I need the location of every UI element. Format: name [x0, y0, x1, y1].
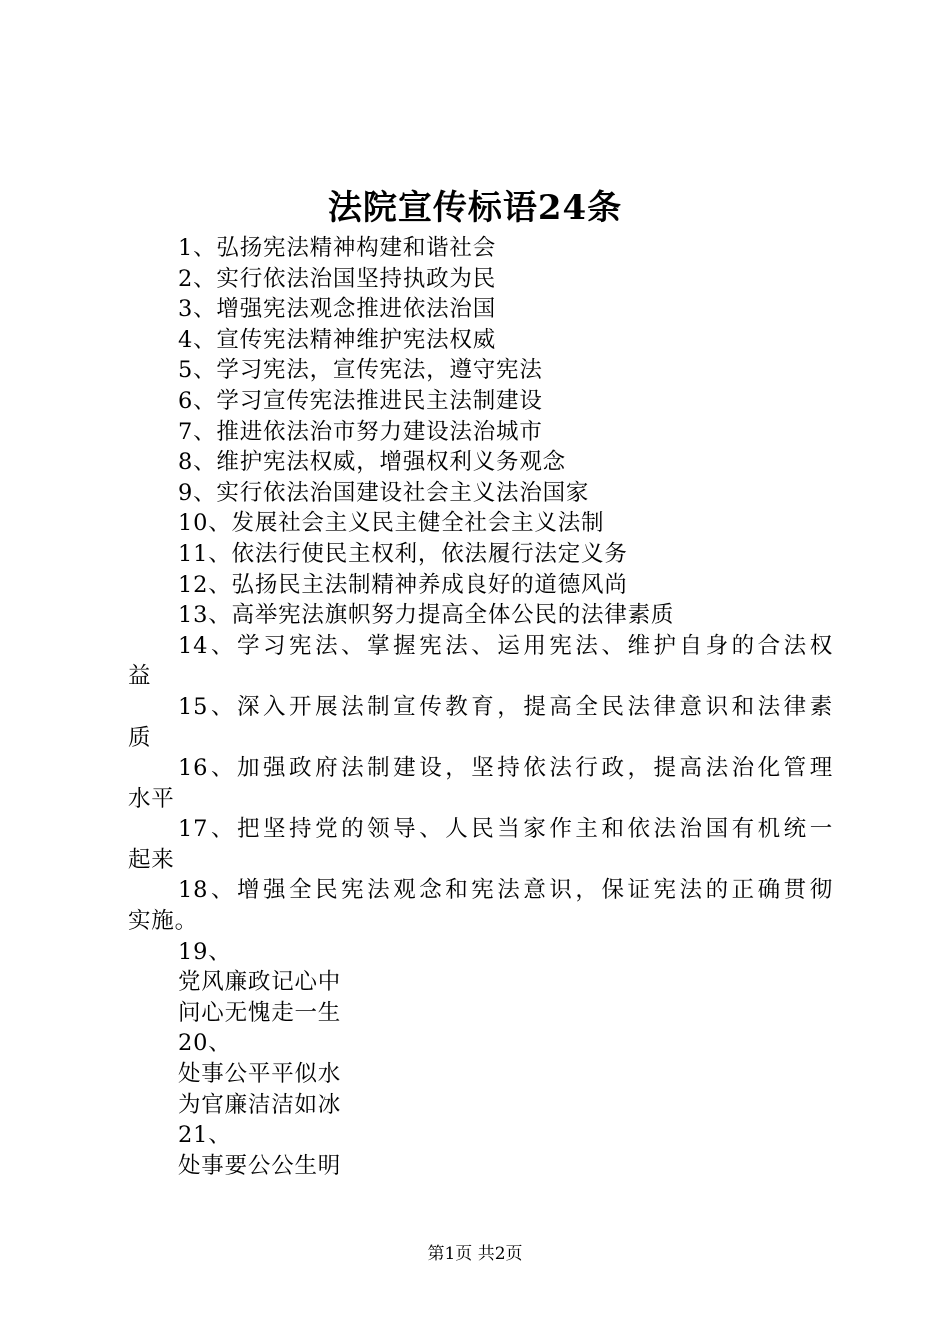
document-body: [128, 233, 833, 1181]
slogan-line: 16、加强政府法制建设，坚持依法行政，提高法治化管理: [178, 755, 833, 782]
slogan-line-continuation: 起来: [128, 846, 175, 873]
slogan-line: 14、学习宪法、掌握宪法、运用宪法、维护自身的合法权: [178, 632, 833, 659]
slogan-line: 5、学习宪法，宣传宪法，遵守宪法: [178, 357, 543, 384]
slogan-line: 13、高举宪法旗帜努力提高全体公民的法律素质: [178, 602, 675, 629]
slogan-line: 2、实行依法治国坚持执政为民: [178, 265, 497, 292]
slogan-line-continuation: 质: [128, 724, 152, 751]
slogan-line-continuation: 水平: [128, 785, 175, 812]
slogan-line: 1、弘扬宪法精神构建和谐社会: [178, 235, 497, 261]
slogan-line: 3、增强宪法观念推进依法治国: [178, 296, 497, 323]
slogan-number: 19、: [178, 938, 232, 965]
slogan-line-continuation: 益: [128, 663, 152, 690]
slogan-line: 12、弘扬民主法制精神养成良好的道德风尚: [178, 571, 628, 598]
slogan-line: 处事公平平似水: [178, 1061, 342, 1088]
slogan-line: 17、把坚持党的领导、人民当家作主和依法治国有机统一: [178, 816, 833, 843]
slogan-line: 9、实行依法治国建设社会主义法治国家: [178, 479, 590, 506]
slogan-line: 问心无愧走一生: [178, 999, 342, 1026]
slogan-line: 8、维护宪法权威，增强权利义务观念: [178, 449, 566, 476]
slogan-line: 11、依法行使民主权利，依法履行法定义务: [178, 540, 628, 567]
slogan-number: 21、: [178, 1122, 232, 1149]
slogan-line: 处事要公公生明: [178, 1152, 342, 1179]
slogan-line: 6、学习宣传宪法推进民主法制建设: [178, 387, 543, 414]
slogan-line: 4、宣传宪法精神维护宪法权威: [178, 326, 497, 353]
slogan-line: 18、增强全民宪法观念和宪法意识，保证宪法的正确贯彻: [178, 877, 833, 904]
document-title: 法院宣传标语24条: [327, 188, 623, 228]
slogan-number: 20、: [178, 1030, 232, 1057]
slogan-line: 7、推进依法治市努力建设法治城市: [178, 418, 543, 445]
page-footer: 第1页 共2页: [427, 1244, 523, 1264]
slogan-line: 党风廉政记心中: [178, 969, 342, 996]
slogan-line: 15、深入开展法制宣传教育，提高全民法律意识和法律素: [178, 693, 833, 720]
slogan-line: 10、发展社会主义民主健全社会主义法制: [178, 510, 605, 537]
slogan-line: 为官廉洁洁如冰: [178, 1091, 342, 1118]
slogan-line-continuation: 实施。: [128, 908, 198, 935]
